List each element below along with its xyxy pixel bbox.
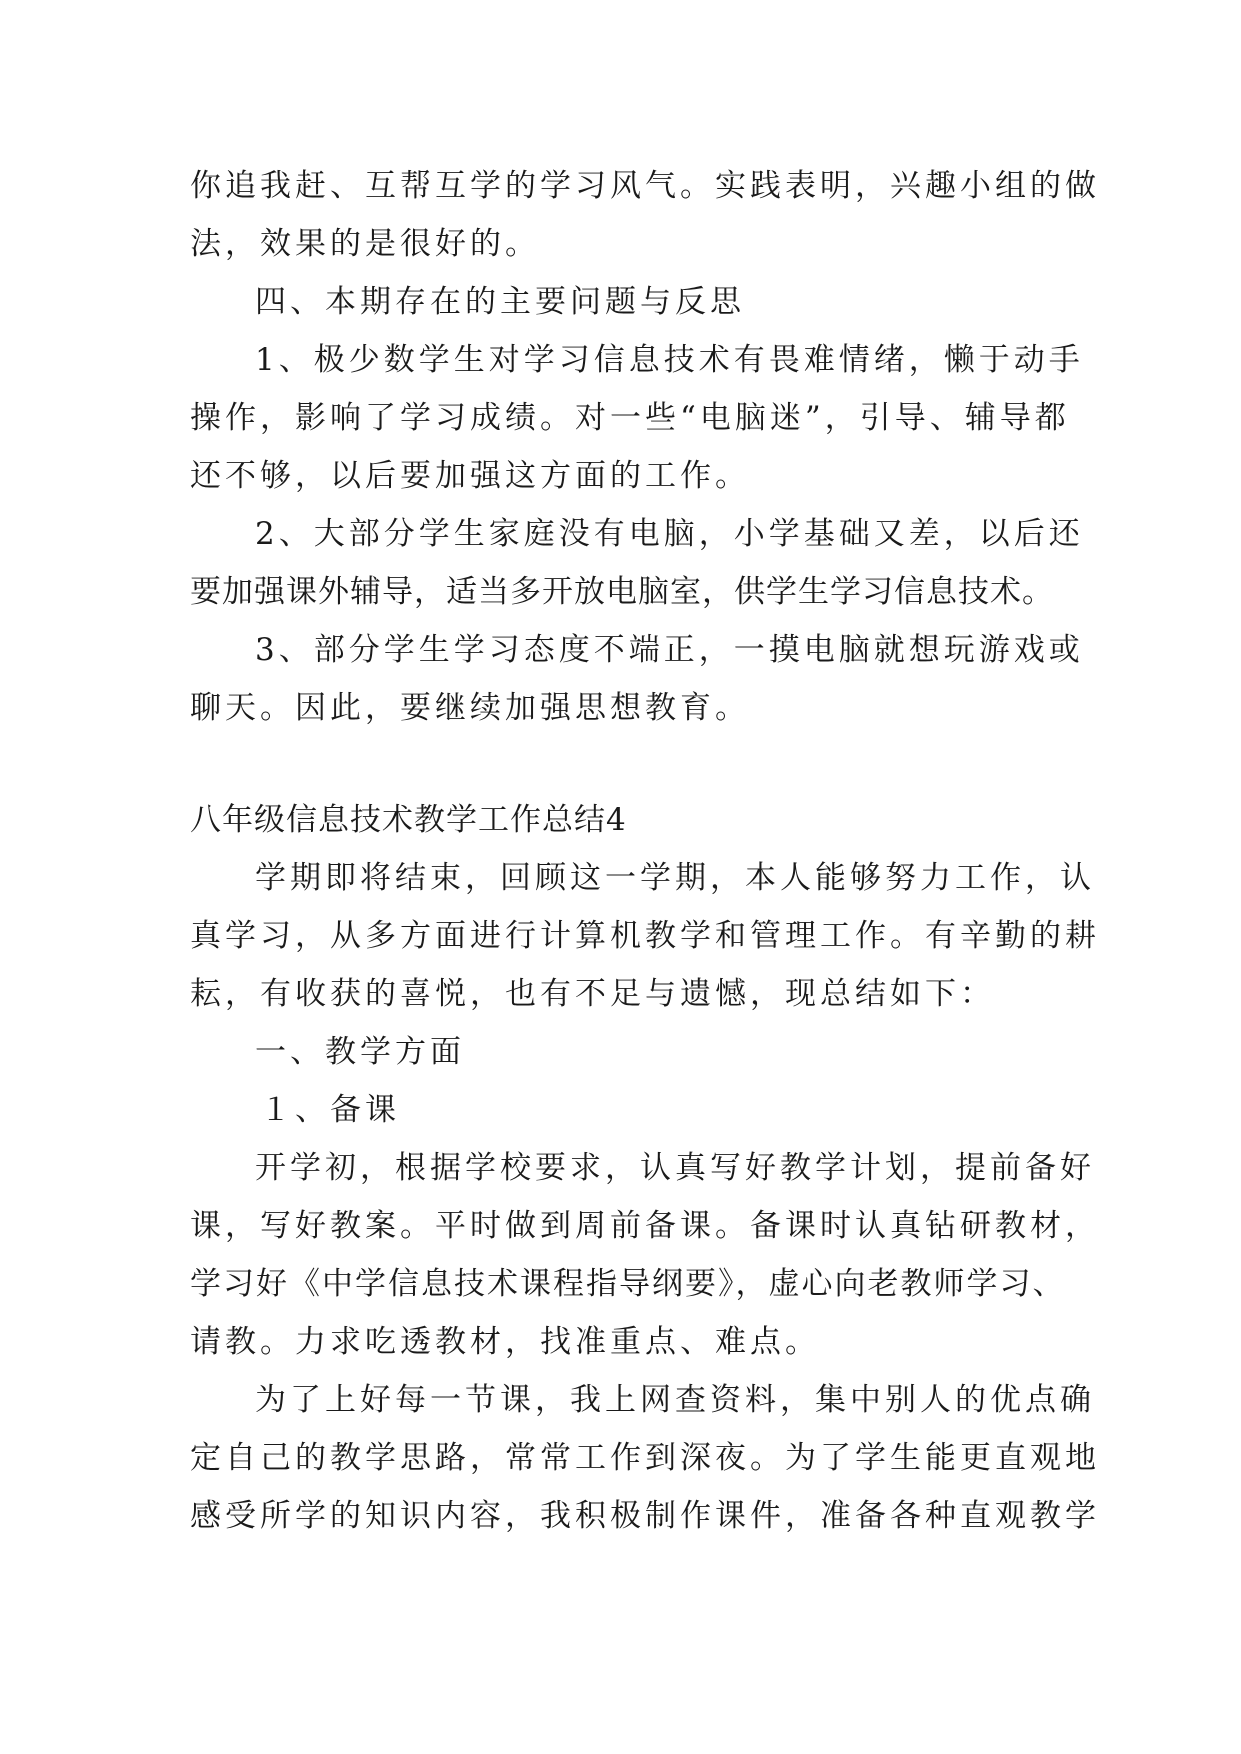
paragraph-line: 3、部分学生学习态度不端正，一摸电脑就想玩游戏或: [255, 632, 1084, 668]
paragraph-line: 学期即将结束，回顾这一学期，本人能够努力工作，认: [255, 860, 1095, 896]
section-heading-teaching: 一、教学方面: [255, 1034, 465, 1070]
paragraph-line: 课，写好教案。平时做到周前备课。备课时认真钻研教材，: [190, 1208, 1100, 1244]
paragraph-line: 定自己的教学思路，常常工作到深夜。为了学生能更直观地: [190, 1440, 1100, 1476]
paragraph-line: 真学习，从多方面进行计算机教学和管理工作。有辛勤的耕: [190, 918, 1100, 954]
paragraph-line: 1、极少数学生对学习信息技术有畏难情绪，懒于动手: [255, 342, 1084, 378]
paragraph-line: 还不够，以后要加强这方面的工作。: [190, 458, 750, 494]
section-heading-problems: 四、本期存在的主要问题与反思: [255, 284, 745, 320]
paragraph-line: 耘，有收获的喜悦，也有不足与遗憾，现总结如下：: [190, 976, 995, 1012]
paragraph-line: 感受所学的知识内容，我积极制作课件，准备各种直观教学: [190, 1498, 1100, 1534]
paragraph-line: 学习好《中学信息技术课程指导纲要》，虚心向老教师学习、: [190, 1266, 1066, 1302]
article-title: 八年级信息技术教学工作总结4: [190, 802, 627, 838]
paragraph-line: 要加强课外辅导，适当多开放电脑室，供学生学习信息技术。: [190, 574, 1054, 610]
paragraph-line: 你追我赶、互帮互学的学习风气。实践表明，兴趣小组的做: [190, 168, 1100, 204]
subsection-heading-preparation: １、备课: [260, 1092, 400, 1128]
paragraph-line: 为了上好每一节课，我上网查资料，集中别人的优点确: [255, 1382, 1095, 1418]
paragraph-line: 聊天。因此，要继续加强思想教育。: [190, 690, 750, 726]
paragraph-line: 2、大部分学生家庭没有电脑，小学基础又差，以后还: [255, 516, 1084, 552]
paragraph-line: 法，效果的是很好的。: [190, 226, 540, 262]
paragraph-line: 请教。力求吃透教材，找准重点、难点。: [190, 1324, 820, 1360]
paragraph-line: 操作，影响了学习成绩。对一些“电脑迷”，引导、辅导都: [190, 400, 1070, 436]
paragraph-line: 开学初，根据学校要求，认真写好教学计划，提前备好: [255, 1150, 1095, 1186]
